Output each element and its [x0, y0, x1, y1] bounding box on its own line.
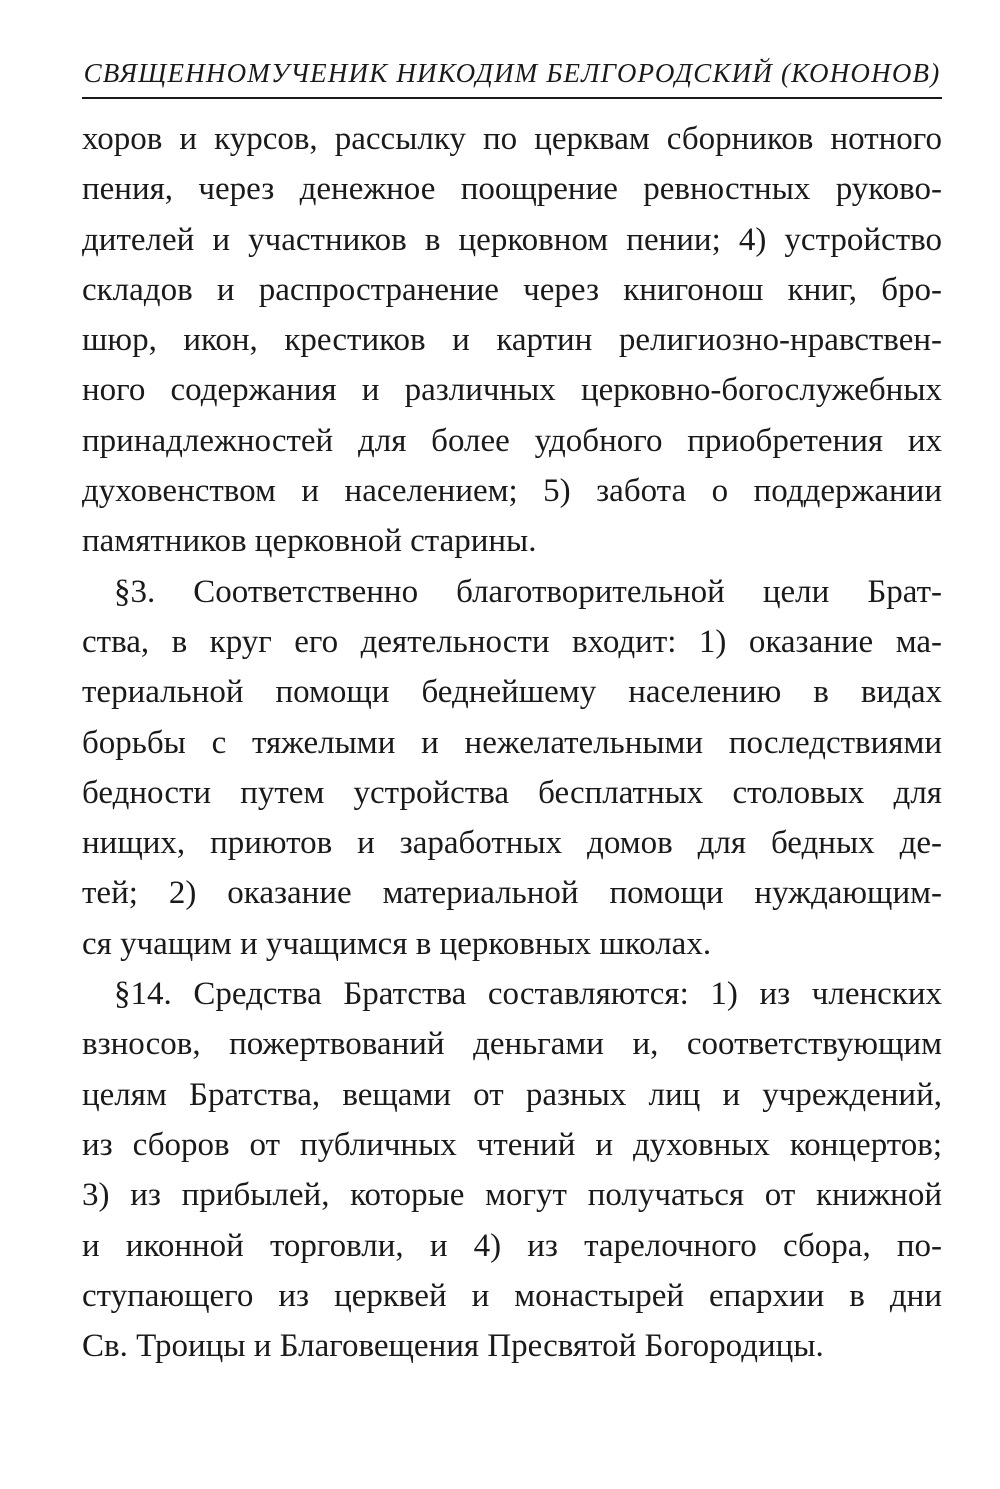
paragraph-section-3	[82, 567, 942, 969]
body-text	[82, 114, 942, 1371]
text-line: хоров и курсов, рассылку по церквам сборников нотного	[82, 121, 942, 157]
text-line: §3. Соответственно благотворительной цели Брат-	[114, 573, 942, 610]
text-line: Св. Троицы и Благовещения Пресвятой Богородицы.	[82, 1328, 824, 1365]
text-line: и иконной торговли, и 4) из тарелочного сбора, по-	[82, 1227, 942, 1264]
text-line: принадлежностей для более удобного приобретения их	[82, 422, 942, 459]
text-line: памятников церковной старины.	[82, 523, 537, 560]
text-line: ступающего из церквей и монастырей епархии в дни	[82, 1277, 942, 1314]
paragraph-continuation	[82, 114, 942, 567]
text-line: бедности путем устройства бесплатных столовых для	[82, 774, 942, 811]
paragraph-section-14	[82, 969, 942, 1371]
text-line: 3) из прибылей, которые могут получаться от книжной	[82, 1177, 942, 1214]
text-line: териальной помощи беднейшему населению в видах	[82, 674, 942, 711]
text-line: складов и распространение через книгонош книг, бро-	[82, 271, 942, 308]
running-head: СВЯЩЕННОМУЧЕНИК НИКОДИМ БЕЛГОРОДСКИЙ (КОНОНОВ)	[83, 58, 941, 88]
header-rule	[82, 97, 942, 99]
text-line: нищих, приютов и заработных домов для бедных де-	[82, 825, 942, 862]
text-line: шюр, икон, крестиков и картин религиозно-нравствен-	[82, 322, 942, 359]
text-line: ства, в круг его деятельности входит: 1) оказание ма-	[82, 623, 942, 660]
text-line: ного содержания и различных церковно-богослужебных	[82, 372, 942, 409]
text-line: §14. Средства Братства составляются: 1) из членских	[114, 976, 942, 1013]
text-line: борьбы с тяжелыми и нежелательными последствиями	[82, 724, 942, 761]
text-line: пения, через денежное поощрение ревностных руково-	[82, 171, 942, 208]
text-line: дителей и участников в церковном пении; 4) устройство	[82, 221, 942, 258]
text-line: тей; 2) оказание материальной помощи нуждающим-	[82, 875, 942, 912]
text-line: целям Братства, вещами от разных лиц и учреждений,	[82, 1076, 942, 1113]
text-line: духовенством и населением; 5) забота о поддержании	[82, 473, 942, 510]
text-line: взносов, пожертвований деньгами и, соответствующим	[82, 1026, 942, 1063]
text-line: из сборов от публичных чтений и духовных концертов;	[82, 1126, 942, 1163]
text-line: ся учащим и учащимся в церковных школах.	[82, 925, 712, 962]
